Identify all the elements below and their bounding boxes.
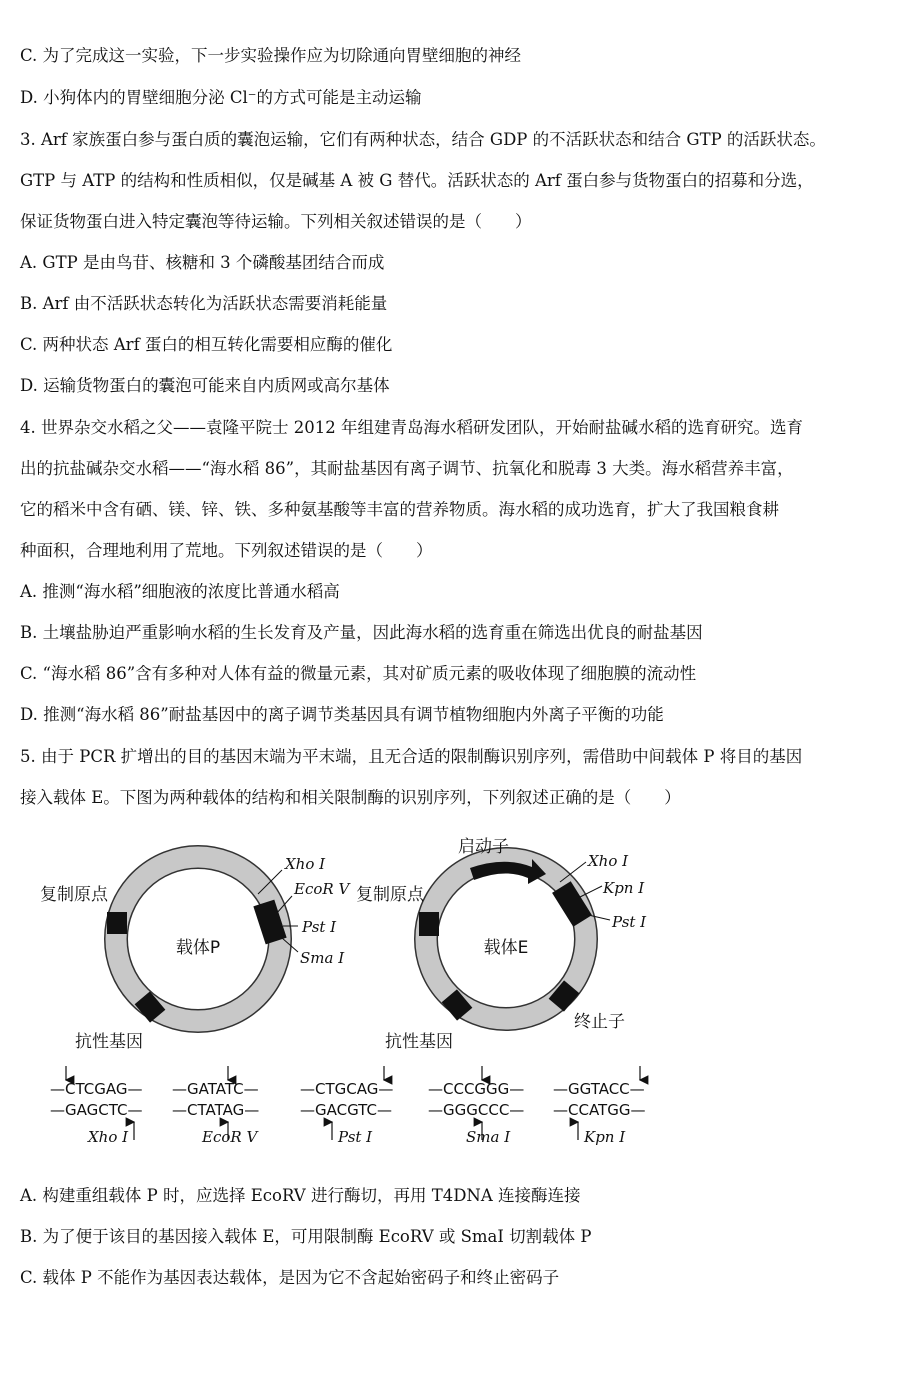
option-c-prev: C. 为了完成这一实验，下一步实验操作应为切除通向胃壁细胞的神经 xyxy=(20,46,522,65)
site-pst-e: Pst I xyxy=(612,913,647,931)
question-5-stem: 5. 由于 PCR 扩增出的目的基因末端为平末端，且无合适的限制酶识别序列，需借助中间载体 P 将目的基因 xyxy=(20,747,803,766)
seq-bottom: —GACGTC— xyxy=(300,1101,392,1119)
q5-option-a: A. 构建重组载体 P 时，应选择 EcoRV 进行酶切，再用 T4DNA 连接酶连接 xyxy=(20,1186,581,1205)
site-sma-p: Sma I xyxy=(300,949,345,967)
seq-enzyme: Kpn I xyxy=(584,1128,626,1146)
vector-p xyxy=(40,855,351,1052)
q5-option-b: B. 为了便于该目的基因接入载体 E，可用限制酶 EcoRV 或 SmaI 切割载体 P xyxy=(20,1227,592,1246)
q4-option-b: B. 土壤盐胁迫严重影响水稻的生长发育及产量，因此海水稻的选育重在筛选出优良的耐盐基因 xyxy=(20,623,703,642)
ori-block-e xyxy=(419,912,439,936)
question-3-stem: 保证货物蛋白进入特定囊泡等待运输。下列相关叙述错误的是（ ） xyxy=(20,212,532,231)
seq-enzyme: Sma I xyxy=(466,1128,511,1146)
q3-option-c: C. 两种状态 Arf 蛋白的相互转化需要相应酶的催化 xyxy=(20,335,393,354)
seq-bottom: —CCATGG— xyxy=(553,1101,646,1119)
seq-enzyme: EcoR V xyxy=(202,1128,258,1146)
seq-enzyme: Pst I xyxy=(338,1128,373,1146)
q5-option-c: C. 载体 P 不能作为基因表达载体，是因为它不含起始密码子和终止密码子 xyxy=(20,1268,560,1287)
recognition-sequences xyxy=(50,1066,645,1146)
q3-option-d: D. 运输货物蛋白的囊泡可能来自内质网或高尔基体 xyxy=(20,376,390,395)
seq-top: —GATATC— xyxy=(172,1080,259,1098)
q4-option-d: D. 推测“海水稻 86”耐盐基因中的离子调节类基因具有调节植物细胞内外离子平衡的功能 xyxy=(20,705,664,724)
site-ecorv-p: EcoR V xyxy=(294,880,350,898)
vector-p-label: 载体P xyxy=(175,938,221,958)
question-4-stem: 它的稻米中含有硒、镁、锌、铁、多种氨基酸等丰富的营养物质。海水稻的成功选育，扩大了我国粮食耕 xyxy=(20,500,779,519)
seq-bottom: —GAGCTC— xyxy=(50,1101,143,1119)
vector-e-label: 载体E xyxy=(483,938,529,958)
question-3-stem: 3. Arf 家族蛋白参与蛋白质的囊泡运输，它们有两种状态，结合 GDP 的不活跃状态和结合 GTP 的活跃状态。 xyxy=(20,130,826,149)
question-4-stem: 种面积，合理地利用了荒地。下列叙述错误的是（ ） xyxy=(20,541,433,560)
option-d-prev: D. 小狗体内的胃壁细胞分泌 Cl⁻的方式可能是主动运输 xyxy=(20,88,422,107)
vector-e xyxy=(356,837,647,1052)
site-kpn-e: Kpn I xyxy=(603,879,645,897)
question-3-stem: GTP 与 ATP 的结构和性质相似，仅是碱基 A 被 G 替代。活跃状态的 Arf 蛋白参与货物蛋白的招募和分选， xyxy=(20,171,814,190)
question-4-stem: 4. 世界杂交水稻之父——袁隆平院士 2012 年组建青岛海水稻研发团队，开始耐盐碱水稻的选育研究。选育 xyxy=(20,418,803,437)
seq-top: —GGTACC— xyxy=(553,1080,645,1098)
site-xho-p: Xho I xyxy=(285,855,326,873)
seq-top: —CCCGGG— xyxy=(428,1080,525,1098)
resistance-label-p: 抗性基因 xyxy=(75,1032,143,1052)
seq-enzyme: Xho I xyxy=(88,1128,129,1146)
ori-label-p: 复制原点 xyxy=(40,885,108,905)
q4-option-a: A. 推测“海水稻”细胞液的浓度比普通水稻高 xyxy=(20,582,340,601)
terminator-label: 终止子 xyxy=(574,1012,625,1032)
promoter-label: 启动子 xyxy=(458,837,509,857)
question-4-stem: 出的抗盐碱杂交水稻——“海水稻 86”，其耐盐基因有离子调节、抗氧化和脱毒 3 大类。海水稻营养丰富， xyxy=(20,459,794,478)
q3-option-b: B. Arf 由不活跃状态转化为活跃状态需要消耗能量 xyxy=(20,294,388,313)
ori-block-p xyxy=(107,912,127,934)
resistance-label-e: 抗性基因 xyxy=(385,1032,453,1052)
q4-option-c: C. “海水稻 86”含有多种对人体有益的微量元素，其对矿质元素的吸收体现了细胞膜的流动性 xyxy=(20,664,697,683)
site-pst-p: Pst I xyxy=(302,918,337,936)
seq-bottom: —CTATAG— xyxy=(172,1101,260,1119)
vector-diagram xyxy=(0,822,900,1162)
question-5-stem: 接入载体 E。下图为两种载体的结构和相关限制酶的识别序列，下列叙述正确的是（ ） xyxy=(20,788,681,807)
seq-bottom: —GGGCCC— xyxy=(428,1101,525,1119)
ori-label-e: 复制原点 xyxy=(356,885,424,905)
q3-option-a: A. GTP 是由鸟苷、核糖和 3 个磷酸基团结合而成 xyxy=(20,253,385,272)
seq-top: —CTGCAG— xyxy=(300,1080,394,1098)
seq-top: —CTCGAG— xyxy=(50,1080,143,1098)
site-xho-e: Xho I xyxy=(588,852,629,870)
